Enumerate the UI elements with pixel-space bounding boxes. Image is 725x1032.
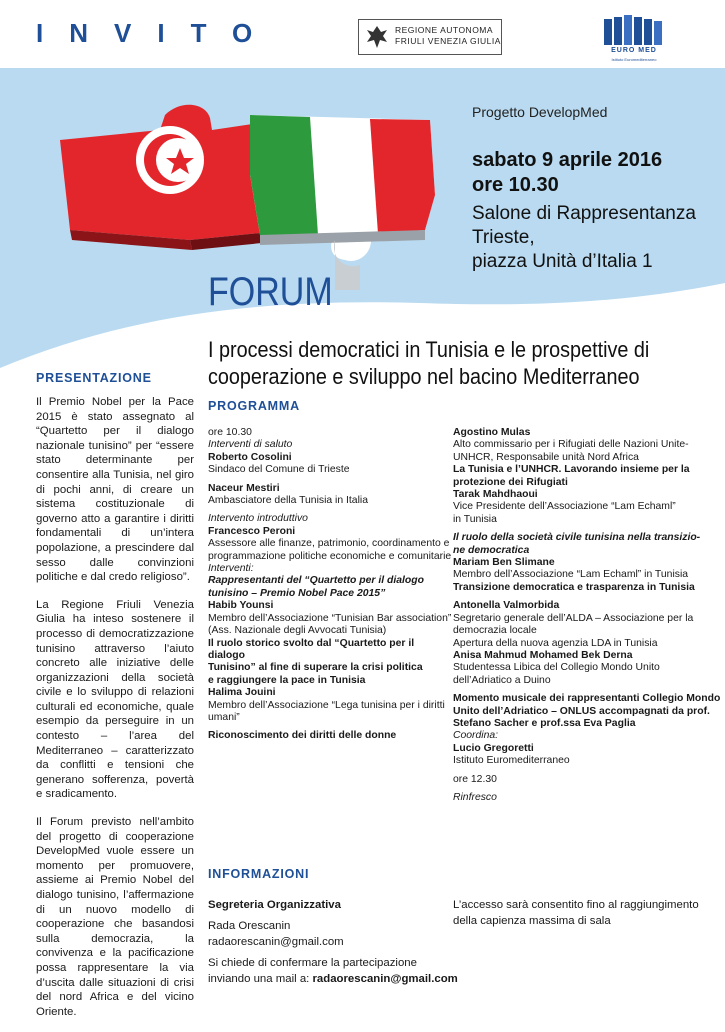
programma-line: ore 10.30: [208, 427, 252, 438]
programma-line: Antonella Valmorbida: [453, 600, 560, 612]
presentazione-paragraph: Il Premio Nobel per la Pace 2015 è stato assegnato al “Quartetto per il dialogo nazionale tunisino” per “essere stato determinante per consentire alla Tunisia, nel giro di pochi anni, di creare un sistema costituzionale di governo atto a garantire i diritti fondamentali di un’intera popolazione, a prescindere dal sesso dalle convinzioni politiche e dal credo religioso”.: [36, 396, 194, 584]
programma-line: Studentessa Libica del Collegio Mondo Unito: [453, 662, 660, 674]
programma-line: Membro dell’Associazione “Tunisian Bar association”: [208, 612, 452, 624]
euromed-logo: [598, 15, 670, 65]
programma-line: Coordina:: [453, 730, 499, 742]
event-datetime: [472, 148, 662, 198]
project-name: Progetto DevelopMed: [472, 104, 608, 120]
access-line1: L’accesso sarà consentito fino al raggiungimento: [453, 899, 699, 911]
tunisia-italy-puzzle-illustration: [30, 90, 470, 300]
programma-line: Istituto Euromediterraneo: [453, 755, 570, 767]
programma-line: dell’Adriatico a Duino: [453, 674, 551, 686]
programma-line: Transizione democratica e trasparenza in Tunisia: [453, 581, 695, 593]
regione-line1: REGIONE AUTONOMA: [395, 25, 494, 35]
programma-line: umani”: [208, 711, 240, 723]
programma-line: Halima Jouini: [208, 687, 276, 699]
programma-line: Interventi:: [208, 563, 254, 575]
programma-line: Membro dell’Associazione “Lam Echaml” in Tunisia: [453, 569, 689, 581]
presentazione-paragraph: Il Forum previsto nell’ambito del progetto di cooperazione DevelopMed vuole essere un momento per promuovere, assieme ai Premio Nobel del dialogo tunisino, l’affermazione di un nuovo modello di cooperazione che basandosi sulla democrazia, la convivenza e la pacificazione possa rappresentare la via d’uscita dalle situazioni di crisi del nord Africa e del vicino Oriente.: [36, 816, 194, 1018]
programma-line: Rinfresco: [453, 791, 497, 803]
regione-fvg-logo: [358, 19, 502, 55]
programma-line: Habib Younsi: [208, 600, 274, 612]
header: [0, 0, 725, 68]
programma-line: democrazia locale: [453, 625, 537, 637]
programma-line: Roberto Cosolini: [208, 451, 292, 463]
programma-line: UNHCR, Responsabile unità Nord Africa: [453, 451, 639, 463]
programma-line: Rappresentanti del “Quartetto per il dialogo: [208, 575, 424, 587]
programma-line: ore 12.30: [453, 773, 497, 785]
programma-line: programmazione politiche economiche e comunitarie: [208, 550, 452, 562]
programma-line: Stefano Sacher e prof.ssa Eva Paglia: [453, 717, 636, 729]
subtitle-line1: I processi democratici in Tunisia e le prospettive di: [208, 337, 650, 362]
programma-line: tunisino – Premio Nobel Pace 2015”: [208, 587, 386, 599]
programma-line: ne democratica: [453, 544, 530, 556]
programma-line: Francesco Peroni: [208, 525, 296, 537]
programma-line: Lucio Gregoretti: [453, 742, 534, 754]
programma-line: Agostino Mulas: [453, 427, 531, 438]
euromed-subtitle: Istituto Euromediterraneo: [611, 57, 657, 62]
regione-logo-text: [395, 25, 501, 47]
programma-right-column: [453, 427, 721, 804]
subtitle-line2: cooperazione e sviluppo nel bacino Mediterraneo: [208, 364, 640, 389]
programma-line: in Tunisia: [453, 513, 497, 525]
programma-line: Alto commissario per i Rifugiati delle Nazioni Unite-: [453, 439, 689, 451]
venue-line2: Trieste,: [472, 227, 535, 248]
programma-line: Mariam Ben Slimane: [453, 557, 555, 569]
event-date: sabato 9 aprile 2016: [472, 149, 663, 171]
confirm-email-link[interactable]: radaorescanin@gmail.com: [312, 973, 458, 985]
programma-line: Tunisino” al fine di superare la crisi politica: [208, 662, 423, 674]
programma-heading: PROGRAMMA: [208, 399, 300, 413]
programma-line: La Tunisia e l’UNHCR. Lavorando insieme per la: [453, 464, 690, 476]
programma-line: Naceur Mestiri: [208, 482, 280, 494]
invito-title: INVITO: [36, 18, 279, 48]
confirm-prefix: inviando una mail a:: [208, 973, 313, 985]
event-time: ore 10.30: [472, 174, 559, 196]
programma-line: Interventi di saluto: [208, 439, 293, 451]
presentazione-paragraph: La Regione Friuli Venezia Giulia ha inteso sostenere il processo di democratizzazione tunisino attraverso l’aiuto concreto alle iniziative delle organizzazioni della società civile e lo sviluppo di relazioni culturali ed economiche, quale esempio da perseguire in un contesto – l’area del Mediterraneo – caratterizzato da conflitti e tensioni che generano sofferenza, povertà e sradicamento.: [36, 598, 194, 801]
programma-line: Assessore alle finanze, patrimonio, coordinamento e: [208, 538, 450, 550]
programma-line: Momento musicale dei rappresentanti Collegio Mondo: [453, 693, 721, 705]
contact-name: Rada Orescanin: [208, 920, 291, 932]
programma-line: Riconoscimento dei diritti delle donne: [208, 730, 397, 742]
presentazione-heading: PRESENTAZIONE: [36, 371, 152, 385]
regione-line2: FRIULI VENEZIA GIULIA: [395, 36, 501, 46]
programma-line: Sindaco del Comune di Trieste: [208, 464, 350, 476]
informazioni-heading: INFORMAZIONI: [208, 867, 310, 881]
programma-line: Il ruolo storico svolto dal “Quartetto per il dialogo: [208, 637, 415, 661]
programma-line: Vice Presidente dell’Associazione “Lam Echaml”: [453, 501, 676, 513]
programma-line: Ambasciatore della Tunisia in Italia: [208, 495, 368, 507]
programma-line: Il ruolo della società civile tunisina nella transizio-: [453, 532, 701, 544]
programma-line: Intervento introduttivo: [208, 513, 308, 525]
informazioni-contact: [208, 897, 458, 987]
programma-line: protezione dei Rifugiati: [453, 476, 568, 488]
euromed-name: EURO MED: [611, 47, 657, 54]
euromed-mark-icon: [598, 15, 670, 47]
access-note: [453, 897, 699, 929]
access-line2: della capienza massima di sala: [453, 915, 611, 927]
programma-line: Membro dell’Associazione “Lega tunisina per i diritti: [208, 699, 445, 711]
programma-line: Unito dell’Adriatico – ONLUS accompagnati da prof.: [453, 705, 710, 717]
contact-email: radaorescanin@gmail.com: [208, 936, 344, 948]
event-venue: [472, 202, 696, 274]
confirm-line1: Si chiede di confermare la partecipazione: [208, 957, 417, 969]
programma-line: Tarak Mahdhaoui: [453, 489, 538, 501]
programma-line: Segretario generale dell’ALDA – Associazione per la: [453, 612, 694, 624]
segreteria-label: Segreteria Organizzativa: [208, 899, 341, 911]
forum-subtitle: [208, 336, 667, 390]
presentazione-text: [36, 395, 194, 1032]
forum-title: FORUM: [208, 270, 333, 314]
programma-line: e raggiungere la pace in Tunisia: [208, 674, 366, 686]
eagle-emblem-icon: [363, 22, 391, 52]
venue-line3: piazza Unità d’Italia 1: [472, 251, 653, 272]
programma-line: Anisa Mahmud Mohamed Bek Derna: [453, 649, 633, 661]
programma-line: (Ass. Nazionale degli Avvocati Tunisia): [208, 625, 387, 637]
venue-line1: Salone di Rappresentanza: [472, 203, 696, 224]
programma-left-column: [208, 427, 453, 743]
programma-line: Apertura della nuova agenzia LDA in Tunisia: [453, 637, 658, 649]
confirm-line2: [208, 971, 458, 987]
